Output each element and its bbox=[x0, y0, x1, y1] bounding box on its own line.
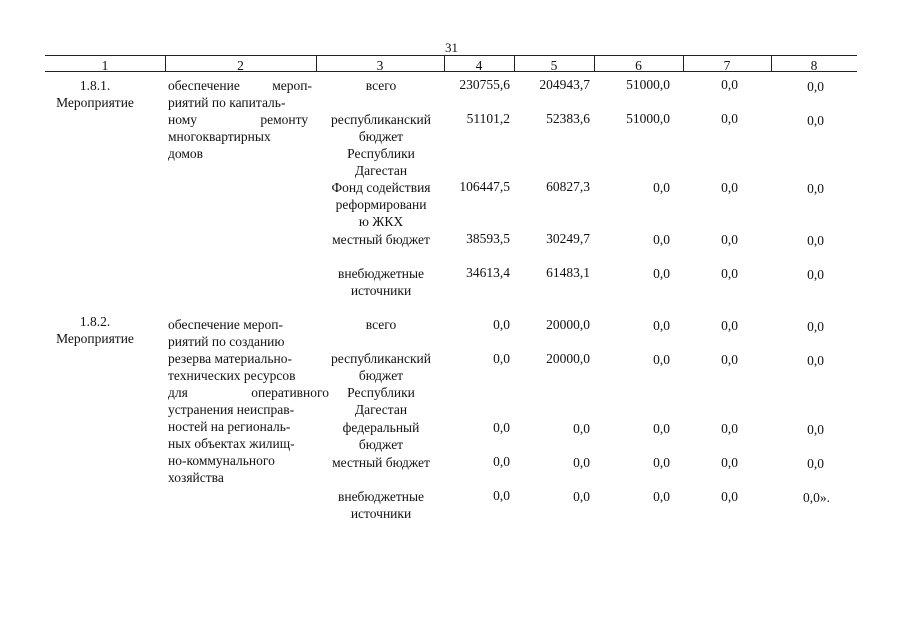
description-line: обеспечение мероп- bbox=[168, 317, 283, 332]
value-cell: 0,0 bbox=[721, 266, 738, 281]
value-cell: 0,0 bbox=[721, 77, 738, 92]
description-line: домов bbox=[168, 146, 204, 161]
column-header: 8 bbox=[810, 58, 818, 73]
column-header: 5 bbox=[550, 58, 558, 73]
value-cell: 0,0 bbox=[807, 233, 824, 248]
funding-source bbox=[318, 231, 444, 248]
value-cell: 204943,7 bbox=[539, 77, 590, 92]
value-cell: 0,0 bbox=[807, 79, 824, 94]
description-line: устранения неисправ- bbox=[168, 402, 295, 417]
value-cell: 0,0 bbox=[807, 422, 824, 437]
description-line: технических ресурсов bbox=[168, 368, 296, 383]
value-cell: 0,0 bbox=[721, 489, 738, 504]
funding-source bbox=[318, 454, 444, 471]
value-cell: 51101,2 bbox=[466, 111, 510, 126]
value-cell: 0,0 bbox=[653, 352, 670, 367]
value-cell: 0,0 bbox=[721, 111, 738, 126]
source-line: федеральный bbox=[342, 420, 420, 435]
value-cell: 52383,6 bbox=[546, 111, 590, 126]
value-cell: 0,0 bbox=[573, 421, 590, 436]
value-cell: 0,0 bbox=[493, 317, 510, 332]
value-cell: 0,0 bbox=[721, 421, 738, 436]
description-line: ных объектах жилищ- bbox=[168, 436, 295, 451]
source-line: бюджет bbox=[358, 129, 404, 144]
source-line: Республики bbox=[347, 146, 415, 161]
value-cell: 0,0 bbox=[493, 351, 510, 366]
value-cell: 0,0 bbox=[721, 232, 738, 247]
measure-type: Мероприятие bbox=[56, 95, 134, 110]
value-cell: 0,0 bbox=[721, 180, 738, 195]
funding-source bbox=[318, 419, 444, 453]
column-header: 3 bbox=[376, 58, 384, 73]
value-cell: 230755,6 bbox=[459, 77, 510, 92]
value-cell: 0,0 bbox=[573, 489, 590, 504]
measure-code: 1.8.1. bbox=[79, 78, 111, 93]
funding-source bbox=[318, 316, 444, 333]
value-cell: 0,0 bbox=[807, 353, 824, 368]
description-line: резерва материально- bbox=[168, 351, 292, 366]
source-line: Дагестан bbox=[354, 163, 408, 178]
description-line: многоквартирных bbox=[168, 129, 271, 144]
description-line: риятий по капиталь- bbox=[168, 95, 286, 110]
funding-source bbox=[318, 111, 444, 179]
measure-description bbox=[168, 77, 312, 162]
measure-code: 1.8.2. bbox=[79, 314, 111, 329]
value-cell: 0,0 bbox=[653, 180, 670, 195]
value-cell: 0,0 bbox=[653, 489, 670, 504]
value-cell: 30249,7 bbox=[546, 231, 590, 246]
description-line: обеспечение мероп- bbox=[168, 78, 312, 93]
funding-source bbox=[318, 77, 444, 94]
source-line: источники bbox=[350, 506, 412, 521]
source-line: местный бюджет bbox=[332, 232, 430, 247]
value-cell: 0,0 bbox=[573, 455, 590, 470]
source-line: республиканский bbox=[331, 351, 431, 366]
description-line: риятий по созданию bbox=[168, 334, 285, 349]
value-cell: 38593,5 bbox=[466, 231, 510, 246]
source-line: внебюджетные bbox=[337, 489, 425, 504]
measure-type: Мероприятие bbox=[56, 331, 134, 346]
value-cell: 0,0 bbox=[653, 318, 670, 333]
source-line: источники bbox=[350, 283, 412, 298]
source-line: всего bbox=[365, 78, 397, 93]
value-cell: 0,0 bbox=[807, 319, 824, 334]
column-header: 7 bbox=[723, 58, 731, 73]
column-header: 6 bbox=[635, 58, 642, 73]
value-cell: 0,0». bbox=[803, 490, 830, 505]
source-line: бюджет bbox=[358, 437, 404, 452]
value-cell: 0,0 bbox=[721, 318, 738, 333]
source-line: реформировани bbox=[335, 197, 427, 212]
measure-description bbox=[168, 316, 329, 486]
description-line: ному ремонту bbox=[168, 112, 309, 127]
value-cell: 0,0 bbox=[493, 488, 510, 503]
funding-source bbox=[318, 350, 444, 418]
source-line: республиканский bbox=[331, 112, 431, 127]
value-cell: 0,0 bbox=[493, 420, 510, 435]
source-line: внебюджетные bbox=[337, 266, 425, 281]
value-cell: 60827,3 bbox=[546, 179, 590, 194]
value-cell: 0,0 bbox=[807, 267, 824, 282]
description-line: но-коммунального bbox=[168, 453, 275, 468]
value-cell: 20000,0 bbox=[546, 351, 590, 366]
source-line: Фонд содействия bbox=[331, 180, 431, 195]
description-line: хозяйства bbox=[168, 470, 224, 485]
value-cell: 51000,0 bbox=[626, 77, 670, 92]
source-line: всего bbox=[365, 317, 397, 332]
source-line: Дагестан bbox=[354, 402, 408, 417]
value-cell: 20000,0 bbox=[546, 317, 590, 332]
description-line: для оперативного bbox=[168, 385, 329, 400]
source-line: бюджет bbox=[358, 368, 404, 383]
funding-source bbox=[318, 488, 444, 522]
value-cell: 0,0 bbox=[653, 421, 670, 436]
value-cell: 0,0 bbox=[653, 232, 670, 247]
value-cell: 0,0 bbox=[653, 266, 670, 281]
description-line: ностей на региональ- bbox=[168, 419, 291, 434]
funding-source bbox=[318, 179, 444, 230]
source-line: ю ЖКХ bbox=[358, 214, 404, 229]
source-line: местный бюджет bbox=[332, 455, 430, 470]
value-cell: 0,0 bbox=[653, 455, 670, 470]
value-cell: 0,0 bbox=[807, 456, 824, 471]
value-cell: 0,0 bbox=[807, 113, 824, 128]
value-cell: 34613,4 bbox=[466, 265, 510, 280]
value-cell: 0,0 bbox=[493, 454, 510, 469]
column-header: 1 bbox=[101, 58, 109, 73]
value-cell: 0,0 bbox=[721, 455, 738, 470]
value-cell: 51000,0 bbox=[626, 111, 670, 126]
page-number: 31 bbox=[445, 40, 458, 55]
funding-source bbox=[318, 265, 444, 299]
column-header: 2 bbox=[237, 58, 244, 73]
column-header: 4 bbox=[475, 58, 483, 73]
header-top-border bbox=[45, 55, 857, 56]
value-cell: 106447,5 bbox=[459, 179, 510, 194]
value-cell: 0,0 bbox=[807, 181, 824, 196]
value-cell: 61483,1 bbox=[546, 265, 590, 280]
source-line: Республики bbox=[347, 385, 415, 400]
value-cell: 0,0 bbox=[721, 352, 738, 367]
